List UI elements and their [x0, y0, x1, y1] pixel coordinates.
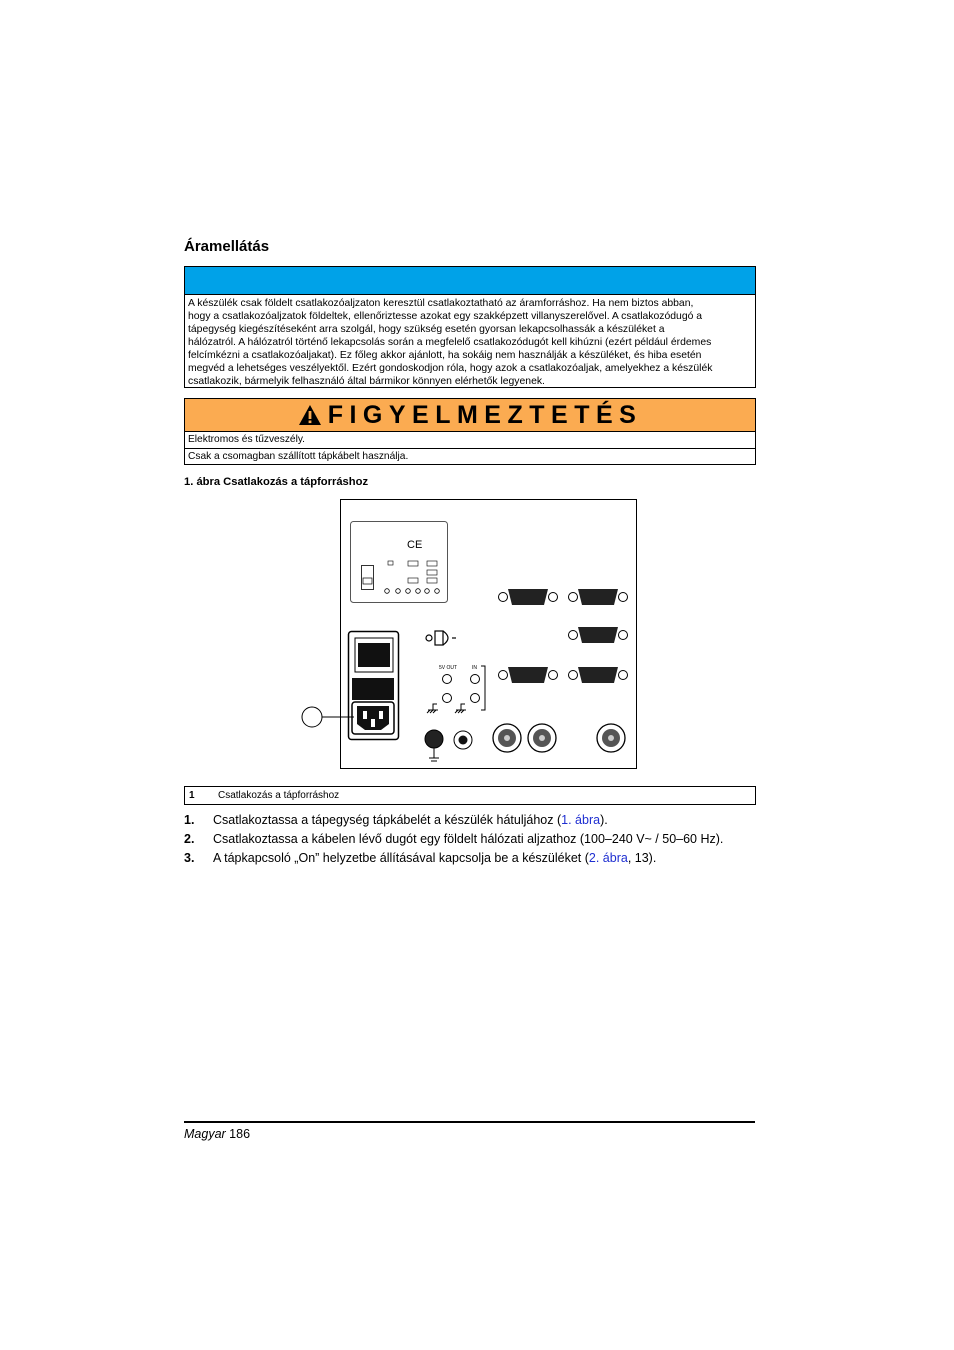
power-switch[interactable] — [358, 643, 390, 667]
notice-text — [185, 295, 755, 390]
notice-line: megvéd a lehetséges veszélyektől. Ezért gondoskodjon róla, hogy azok a csatlakozóaljak, amelyekhez a készülék — [188, 363, 713, 374]
notice-line: csatlakozik, bármelyik felhasználó által bármikor könnyen elérhetők legyenek. — [188, 376, 545, 387]
warning-line-instruction: Csak a csomagban szállított tápkábelt használja. — [185, 448, 755, 465]
power-module — [349, 632, 399, 740]
legend-label: Csatlakozás a tápforráshoz — [218, 790, 340, 801]
footer-language: Magyar — [184, 1127, 226, 1141]
step-number: 1. — [184, 813, 195, 827]
notice-line: tápegység kiegészítéseként arra szolgál, hogy szükség esetén gyorsan lekapcsolhassák a készüléket a — [188, 324, 665, 335]
warning-header — [185, 399, 755, 432]
notice-line: hogy a csatlakozóaljzatok földeltek, ellenőriztesse azokat egy szakképzett villanyszerelővel. A csatlakozódugó a — [188, 311, 703, 322]
step-number: 3. — [184, 851, 195, 865]
label-5v-out: 5V OUT — [439, 665, 458, 671]
page-number: 186 — [229, 1127, 251, 1141]
figure-link[interactable]: 2. ábra — [588, 851, 628, 865]
warning-line-hazard: Elektromos és tűzveszély. — [188, 434, 306, 445]
step-number: 2. — [184, 832, 195, 846]
warning-title: FIGYELMEZTETÉS — [327, 400, 643, 429]
label-plate — [351, 522, 448, 603]
warning-box — [184, 398, 756, 465]
footer-rule — [184, 1121, 755, 1123]
rear-panel-diagram — [298, 498, 638, 770]
page-footer — [184, 1127, 250, 1141]
figure-legend — [184, 786, 756, 805]
step-text: Csatlakoztassa a kábelen lévő dugót egy földelt hálózati aljzathoz (100–240 V~ / 50–60 Hz). — [213, 832, 724, 846]
warning-triangle-icon — [298, 404, 322, 426]
notice-box — [184, 266, 756, 388]
figure-caption: 1. ábra Csatlakozás a tápforráshoz — [184, 476, 369, 488]
step-text: A tápkapcsoló „On” helyzetbe állításával kapcsolja be a készüléket (2. ábra, 13). — [213, 851, 657, 865]
legend-number: 1 — [189, 790, 195, 801]
notice-line: A készülék csak földelt csatlakozóaljzaton keresztül csatlakoztatható az áramforráshoz. Ha nem biztos abban, — [188, 298, 694, 309]
ce-mark: CE — [407, 539, 423, 551]
notice-header-bar — [185, 267, 755, 295]
callout-marker — [302, 707, 322, 727]
notice-line: hálózatról. A hálózatról történő lekapcsolás során a megfelelő csatlakozódugót kell kihúzni (ezért például érdemes — [188, 337, 712, 348]
rear-panel-figure — [298, 498, 638, 770]
step-text: Csatlakoztassa a tápegység tápkábelét a készülék hátuljához (1. ábra). — [213, 813, 608, 827]
notice-line: felcímkézni a csatlakozóaljakat). Ez főleg akkor ajánlott, ha sokáig nem használják a készüléket, és hiba esetén — [188, 350, 702, 361]
section-title: Áramellátás — [184, 238, 270, 255]
figure-link[interactable]: 1. ábra — [561, 813, 601, 827]
label-in: IN — [472, 665, 477, 671]
